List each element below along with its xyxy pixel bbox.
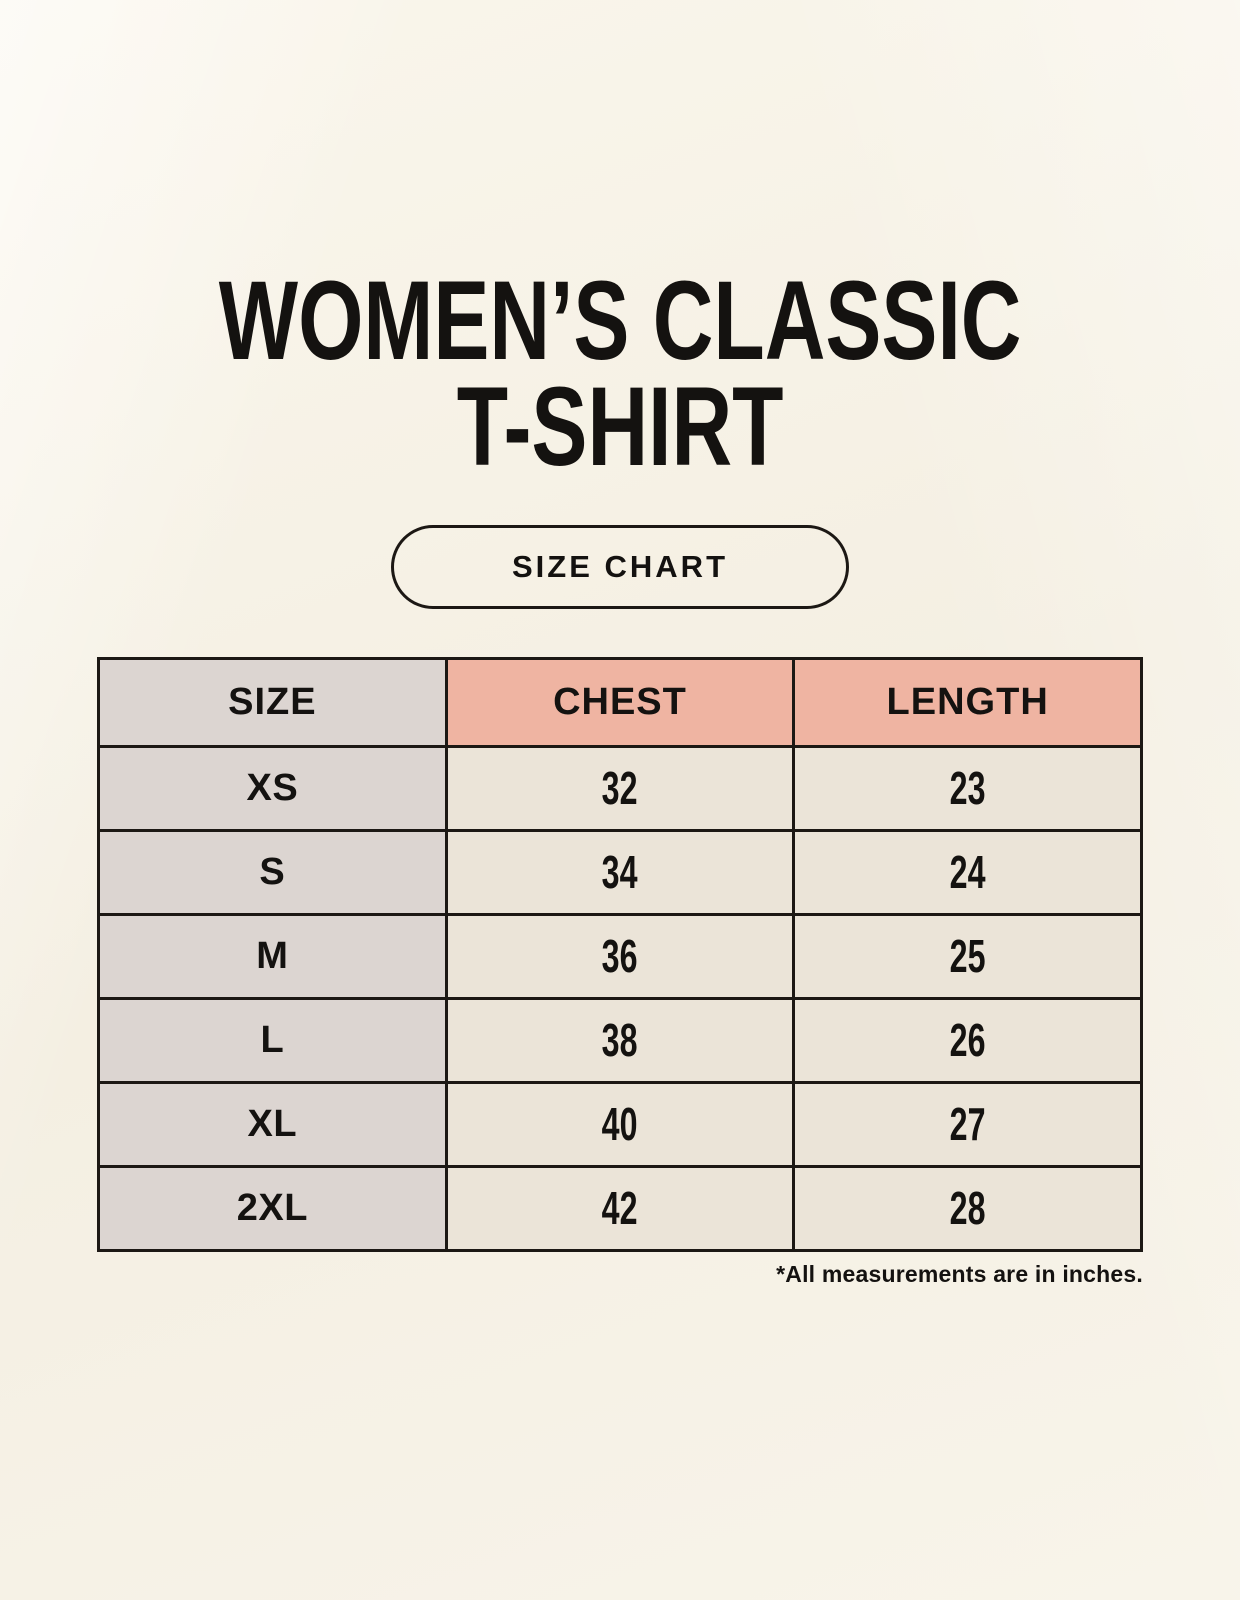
chest-cell bbox=[446, 914, 794, 998]
size-cell: M bbox=[99, 914, 447, 998]
page-title bbox=[218, 258, 1022, 490]
chest-value: 42 bbox=[602, 1182, 638, 1235]
table-row-s bbox=[99, 830, 1142, 914]
length-value: 26 bbox=[949, 1014, 986, 1067]
size-cell: L bbox=[99, 998, 447, 1082]
length-cell bbox=[794, 746, 1142, 830]
length-cell bbox=[794, 830, 1142, 914]
size-table-header bbox=[99, 658, 1142, 746]
table-row-m bbox=[99, 914, 1142, 998]
size-chart-badge bbox=[391, 525, 849, 609]
page-title-line1: WOMEN’S CLASSIC bbox=[218, 258, 1022, 383]
length-value: 24 bbox=[949, 846, 986, 899]
table-row-xs bbox=[99, 746, 1142, 830]
table-row-xl bbox=[99, 1082, 1142, 1166]
column-header-length: LENGTH bbox=[794, 658, 1142, 746]
chest-cell bbox=[446, 746, 794, 830]
chest-value: 40 bbox=[602, 1098, 638, 1151]
length-cell bbox=[794, 1082, 1142, 1166]
length-value: 27 bbox=[949, 1098, 986, 1151]
size-chart-badge-label: SIZE CHART bbox=[512, 548, 728, 584]
chest-cell bbox=[446, 1082, 794, 1166]
header-row bbox=[99, 658, 1142, 746]
length-value: 23 bbox=[949, 762, 986, 815]
table-row-l bbox=[99, 998, 1142, 1082]
chest-cell bbox=[446, 1166, 794, 1250]
column-header-chest: CHEST bbox=[446, 658, 794, 746]
length-cell bbox=[794, 1166, 1142, 1250]
chest-value: 38 bbox=[602, 1014, 638, 1067]
chest-value: 32 bbox=[602, 762, 638, 815]
length-value: 28 bbox=[949, 1182, 986, 1235]
chest-cell bbox=[446, 998, 794, 1082]
size-table-body bbox=[99, 746, 1142, 1250]
size-cell: XS bbox=[99, 746, 447, 830]
table-row-2xl bbox=[99, 1166, 1142, 1250]
size-cell: XL bbox=[99, 1082, 447, 1166]
size-cell: S bbox=[99, 830, 447, 914]
length-cell bbox=[794, 998, 1142, 1082]
measurements-footnote: *All measurements are in inches. bbox=[776, 1260, 1143, 1287]
page-title-line2: T-SHIRT bbox=[456, 364, 784, 490]
size-cell: 2XL bbox=[99, 1166, 447, 1250]
chest-value: 36 bbox=[602, 930, 638, 983]
chest-value: 34 bbox=[602, 846, 638, 899]
length-value: 25 bbox=[949, 930, 986, 983]
size-table bbox=[97, 657, 1143, 1252]
chest-cell bbox=[446, 830, 794, 914]
column-header-size: SIZE bbox=[99, 658, 447, 746]
length-cell bbox=[794, 914, 1142, 998]
